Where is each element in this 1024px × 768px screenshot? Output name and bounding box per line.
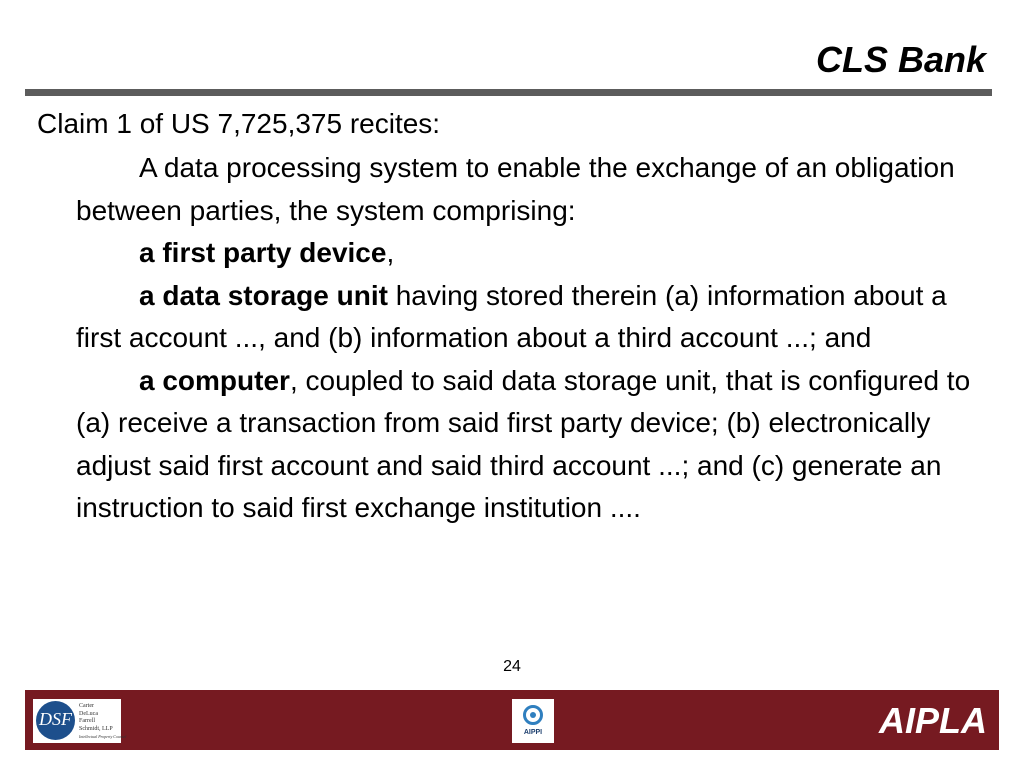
title-rule: [25, 89, 992, 96]
logo-firm-line: Schmidt, LLP: [79, 725, 113, 732]
claim-intro: Claim 1 of US 7,725,375 recites:: [37, 108, 441, 139]
logo-firm-line: DeLuca: [79, 710, 98, 717]
aippi-mark: [523, 705, 543, 725]
claim-element-1-text: ,: [386, 237, 395, 268]
aippi-logo-text: AIPPI: [523, 729, 543, 736]
claim-element-3-text: , coupled to said data storage unit, that is configured to (a) receive a transaction from said first party device; (b) electronically adjust said first account and said third account ...; and (c) generate an instruction to said first exchange institution ....: [76, 364, 971, 523]
claim-preamble: A data processing system to enable the exchange of an obligation between parties, the system comprising:: [76, 152, 955, 226]
logo-firm-line: Carter: [79, 703, 94, 709]
page-number: 24: [503, 658, 521, 675]
claim-element-3: [76, 360, 976, 530]
claim-element-1-term: a first party device: [139, 237, 387, 268]
footer-brand: AIPLA: [879, 700, 987, 741]
logo-seal-circle: [36, 701, 75, 740]
logo-firm-line: Farrell: [79, 718, 95, 724]
law-firm-seal-icon: [33, 699, 127, 743]
aippi-logo-icon: [512, 699, 554, 743]
logo-firm-tagline: Intellectual Property Counsel: [79, 734, 127, 739]
logo-firm-name: [79, 703, 126, 741]
slide-title: CLS Bank: [815, 39, 986, 80]
claim-body: [76, 147, 976, 530]
claim-element-1: [76, 232, 976, 275]
logo-seal-initials: DSF: [39, 709, 72, 729]
claim-element-2: [76, 275, 976, 360]
claim-element-2-term: a data storage unit: [139, 279, 388, 311]
claim-element-2-text: having stored therein (a) information about a first account ..., and (b) information about a third account ...; and: [76, 279, 947, 353]
claim-element-3-term: a computer: [139, 364, 290, 396]
